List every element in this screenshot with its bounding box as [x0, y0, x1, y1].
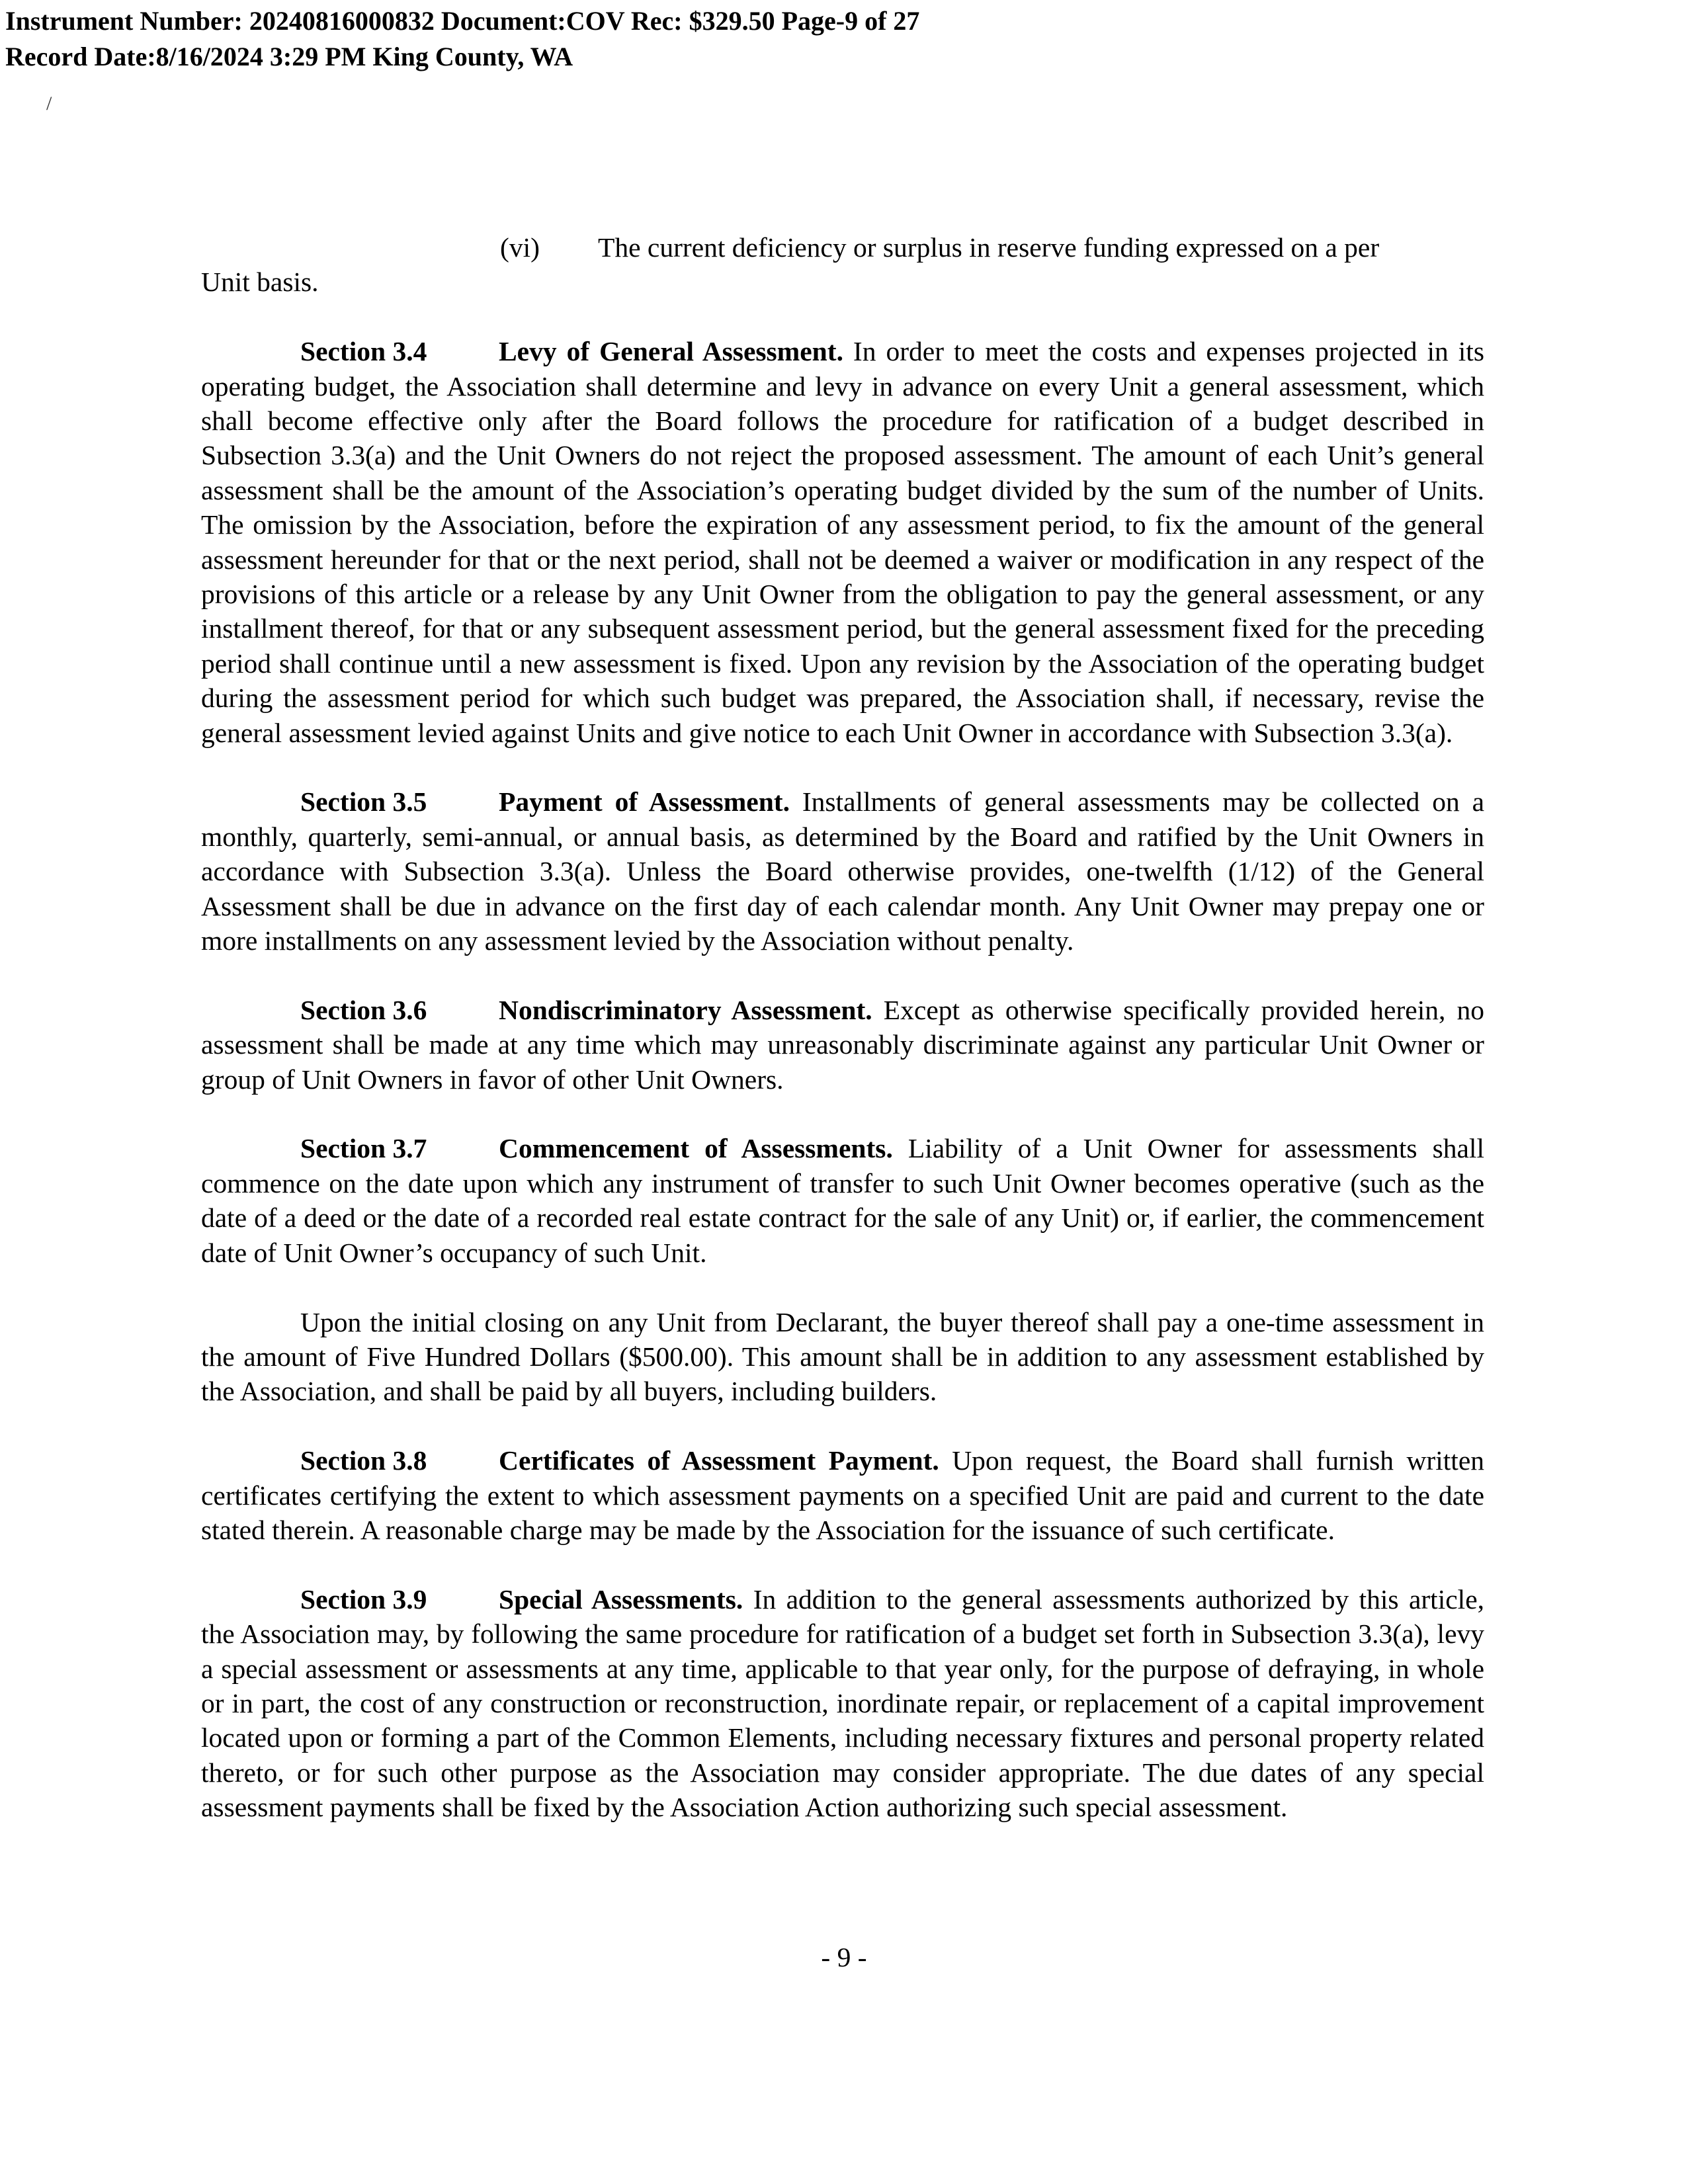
section-number: Section 3.8 [300, 1445, 427, 1476]
list-item-vi [201, 230, 1484, 300]
section-number: Section 3.4 [300, 336, 427, 367]
section-number: Section 3.6 [300, 994, 427, 1025]
section-body: In order to meet the costs and expenses projected in its operating budget, the Association shall determine and levy in advance on every Unit a general assessment, which shall become effective only after the Board follows the procedure for ratification of a budget described in Subsection 3.3(a) and the Unit Owners do not reject the proposed assessment. The amount of each Unit’s general assessment shall be the amount of the Association’s operating budget divided by the sum of the number of Units. The omission by the Association, before the expiration of any assessment period, to fix the amount of the general assessment hereunder for that or the next period, shall not be deemed a waiver or modification in any respect of the provisions of this article or a release by any Unit Owner from the obligation to pay the general assessment, or any installment thereof, for that or any subsequent assessment period, but the general assessment fixed for the preceding period shall continue until a new assessment is fixed. Upon any revision by the Association of the operating budget during the assessment period for which such budget was prepared, the Association shall, if necessary, revise the general assessment levied against Units and give notice to each Unit Owner in accordance with Subsection 3.3(a). [201, 336, 1484, 748]
section-3-5 [201, 784, 1484, 958]
section-3-6 [201, 993, 1484, 1097]
section-body: Upon request, the Board shall furnish written certificates certifying the extent to which assessment payments on a specified Unit are paid and current to the date stated therein. A reasonable charge may be made by the Association for the issuance of such certificate. [201, 1445, 1485, 1545]
list-item-number: (vi) [500, 232, 540, 263]
section-title: Levy of General Assessment. [499, 336, 843, 367]
document-body [201, 230, 1484, 1825]
section-title: Payment of Assessment. [499, 786, 790, 818]
page-number: - 9 - [821, 1942, 867, 1972]
section-title: Commencement of Assessments. [499, 1133, 893, 1164]
scan-speck: / [46, 93, 52, 114]
section-number: Section 3.5 [300, 786, 427, 818]
section-title: Nondiscriminatory Assessment. [499, 994, 872, 1025]
section-3-7 [201, 1131, 1484, 1270]
section-title: Special Assessments. [499, 1583, 743, 1615]
section-3-4 [201, 334, 1484, 750]
recording-header-line-2: Record Date:8/16/2024 3:29 PM King County, WA [5, 42, 573, 71]
section-body: In addition to the general assessments authorized by this article, the Association may, by following the same procedure for ratification of a budget set forth in Subsection 3.3(a), levy a special assessment or assessments at any time, applicable to that year only, for the purpose of defraying, in whole or in part, the cost of any construction or reconstruction, inordinate repair, or replacement of a capital improvement located upon or forming a part of the Common Elements, including necessary fixtures and personal property related thereto, or for such other purpose as the Association may consider appropriate. The due dates of any special assessment payments shall be fixed by the Association Action authorizing such special assessment. [201, 1583, 1484, 1823]
section-body: Except as otherwise specifically provided herein, no assessment shall be made at any time which may unreasonably discriminate against any particular Unit Owner or group of Unit Owners in favor of other Unit Owners. [201, 994, 1484, 1095]
section-title: Certificates of Assessment Payment. [499, 1445, 939, 1476]
section-number: Section 3.7 [300, 1133, 427, 1164]
section-body: Liability of a Unit Owner for assessments shall commence on the date upon which any instrument of transfer to such Unit Owner becomes operative (such as the date of a deed or the date of a recorded real estate contract for the sale of any Unit) or, if earlier, the commencement date of Unit Owner’s occupancy of such Unit. [201, 1133, 1484, 1268]
section-3-9 [201, 1582, 1484, 1825]
list-item-text: The current deficiency or surplus in reserve funding expressed on a per [598, 232, 1380, 263]
list-item-continuation: Unit basis. [201, 267, 319, 298]
section-3-8 [201, 1443, 1484, 1547]
section-body: Installments of general assessments may be collected on a monthly, quarterly, semi-annual, or annual basis, as determined by the Board and ratified by the Unit Owners in accordance with Subsection 3.3(a). Unless the Board otherwise provides, one-twelfth (1/12) of the General Assessment shall be due in advance on the first day of each calendar month. Any Unit Owner may prepay one or more installments on any assessment levied by the Association without penalty. [201, 786, 1484, 956]
list-item-vi-first-line [201, 230, 1484, 265]
recording-header-line-1: Instrument Number: 20240816000832 Document:COV Rec: $329.50 Page-9 of 27 [5, 6, 920, 36]
section-3-7-paragraph-2: Upon the initial closing on any Unit from Declarant, the buyer thereof shall pay a one-time assessment in the amount of Five Hundred Dollars ($500.00). This amount shall be in addition to any assessment established by the Association, and shall be paid by all buyers, including builders. [201, 1306, 1484, 1407]
section-number: Section 3.9 [300, 1583, 427, 1615]
